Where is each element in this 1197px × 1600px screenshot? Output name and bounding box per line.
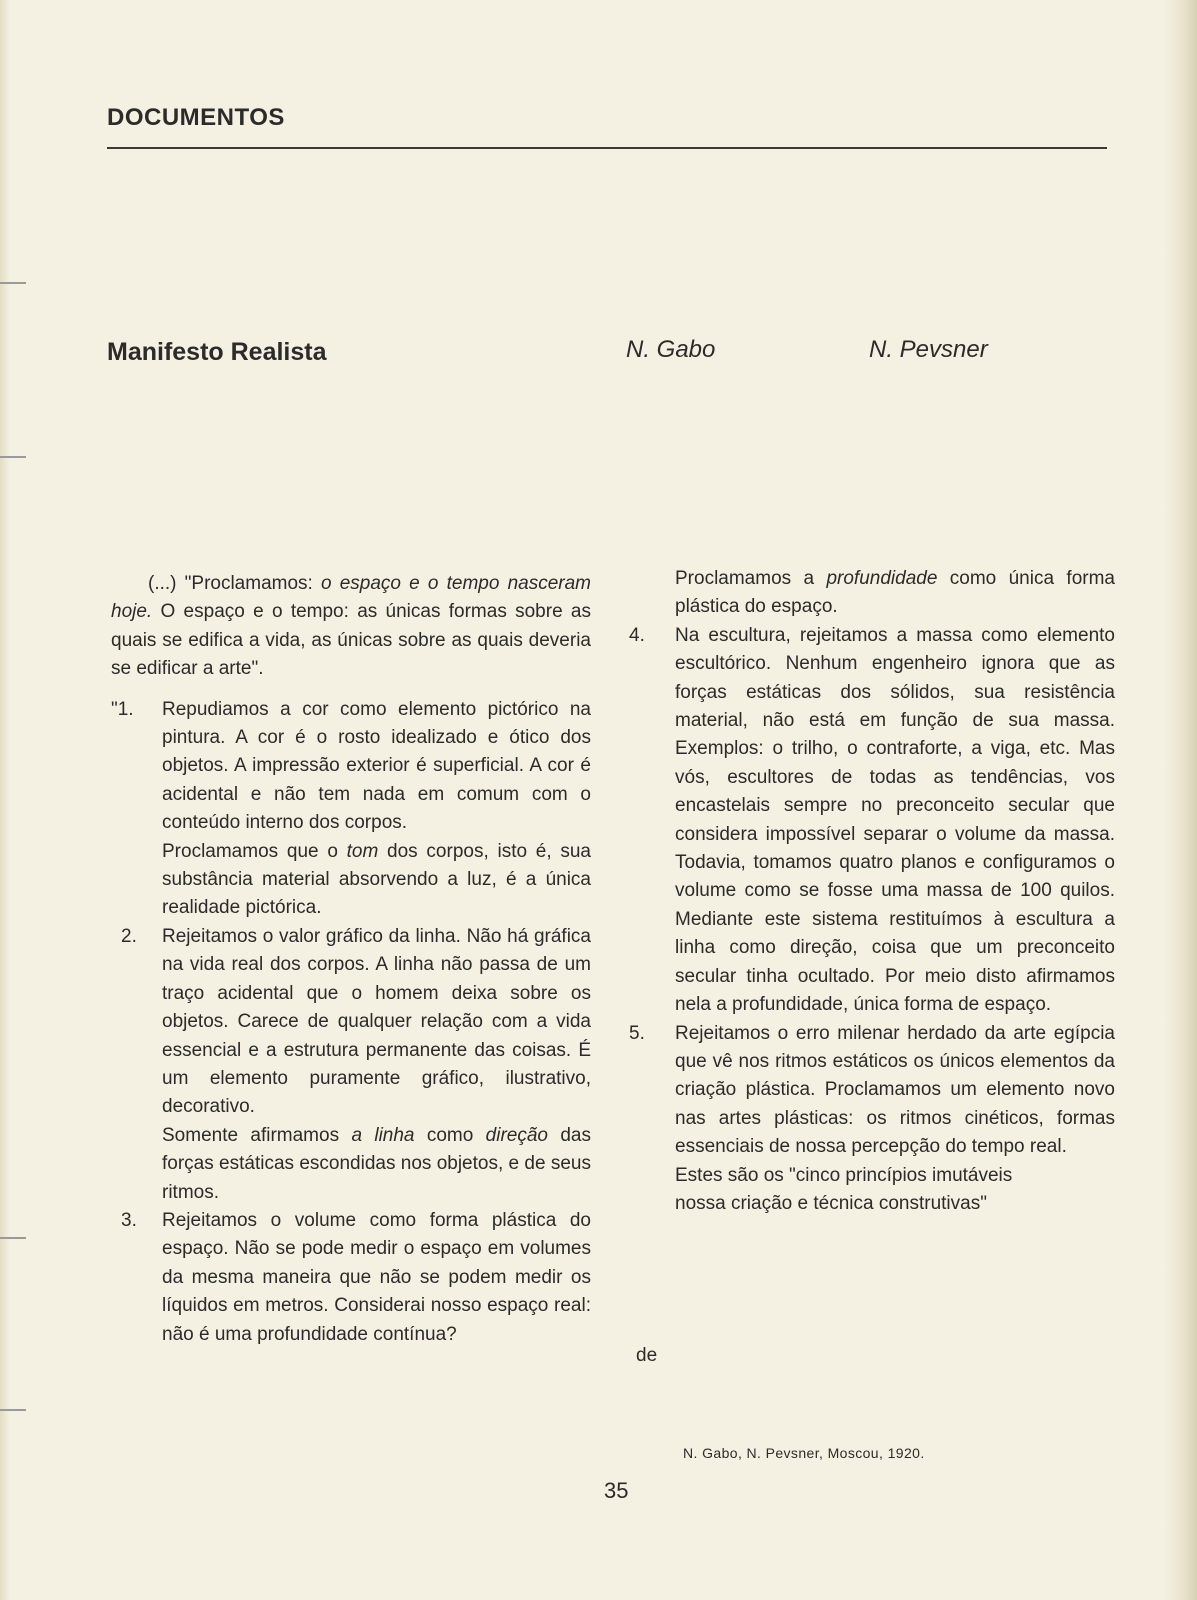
- item-text: Rejeitamos o volume como forma plástica do espaço. Não se pode medir o espaço em volumes da mesma maneira que não se podem medir os líquidos em metros. Considerai nosso espaço real: não é uma profundidade contínua?: [162, 1209, 591, 1345]
- binding-mark: [0, 1409, 26, 1411]
- list-item: [629, 1020, 1115, 1162]
- closing-line: Estes são os "cinco princípios imutáveis: [675, 1164, 1013, 1186]
- list-number: 4.: [629, 624, 645, 646]
- continuation-paragraph: Proclamamos a profundidade como única forma plástica do espaço.: [675, 568, 1115, 618]
- list-item: [111, 1207, 591, 1349]
- list-number: 3.: [121, 1209, 137, 1231]
- header-rule: [107, 147, 1107, 149]
- author-pevsner: N. Pevsner: [869, 336, 988, 363]
- article-title: Manifesto Realista: [107, 338, 327, 366]
- list-number: 5.: [629, 1022, 645, 1044]
- page-left-edge: [0, 0, 10, 1600]
- section-heading: DOCUMENTOS: [107, 104, 285, 131]
- signature-line: N. Gabo, N. Pevsner, Moscou, 1920.: [683, 1445, 925, 1461]
- list-number: 2.: [121, 925, 137, 947]
- item-text: Somente afirmamos a linha como direção das forças estáticas escondidas nos objetos, e de seus ritmos.: [162, 1124, 591, 1203]
- list-item: [111, 923, 591, 1207]
- page-right-edge: [1165, 0, 1197, 1600]
- intro-paragraph: (...) "Proclamamos: o espaço e o tempo nasceram hoje. O espaço e o tempo: as únicas formas sobre as quais se edifica a vida, as únicas sobre as quais deveria se edificar a arte".: [111, 573, 591, 680]
- page-number: 35: [604, 1478, 629, 1503]
- binding-mark: [0, 1237, 26, 1239]
- list-number: "1.: [111, 698, 134, 720]
- closing-margin-word: de: [636, 1345, 658, 1366]
- binding-mark: [0, 282, 26, 284]
- item-text: Repudiamos a cor como elemento pictórico na pintura. A cor é o rosto idealizado e ótico dos objetos. A impressão exterior é superficial. A cor é acidental e não tem nada em comum com o conteúdo interno dos corpos.: [162, 698, 591, 834]
- item-text: Proclamamos que o tom dos corpos, isto é, sua substância material absorvendo a luz, é a única realidade pictórica.: [162, 840, 591, 919]
- left-column: [111, 570, 591, 1349]
- item-text: Rejeitamos o valor gráfico da linha. Não há gráfica na vida real dos corpos. A linha não passa de um traço acidental que o homem deixa sobre os objetos. Carece de qualquer relação com a vida essencial e a estrutura permanente das coisas. É um elemento puramente gráfico, ilustrativo, decorativo.: [162, 925, 591, 1118]
- list-item: [629, 622, 1115, 1020]
- item-text: Rejeitamos o erro milenar herdado da arte egípcia que vê nos ritmos estáticos os únicos elementos da criação plástica. Proclamamos um elemento novo nas artes plásticas: os ritmos cinéticos, formas essenciais de nossa percepção do tempo real.: [675, 1022, 1115, 1158]
- closing-line: nossa criação e técnica construtivas": [675, 1192, 987, 1214]
- author-gabo: N. Gabo: [626, 336, 716, 363]
- binding-mark: [0, 456, 26, 458]
- list-item: [111, 696, 591, 923]
- right-column: [629, 565, 1115, 1218]
- item-text: Na escultura, rejeitamos a massa como elemento escultórico. Nenhum engenheiro ignora que as forças estáticas dos sólidos, sua resistência material, não está em função de sua massa. Exemplos: o trilho, o contraforte, a viga, etc. Mas vós, escultores de todas as tendências, vos encastelais sempre no preconceito secular que considera impossível separar o volume da massa. Todavia, tomamos quatro planos e configuramos o volume como se fosse uma massa de 100 quilos. Mediante este sistema restituímos à escultura a linha como direção, coisa que um preconceito secular tinha ocultado. Por meio disto afirmamos nela a profundidade, única forma de espaço.: [675, 624, 1115, 1016]
